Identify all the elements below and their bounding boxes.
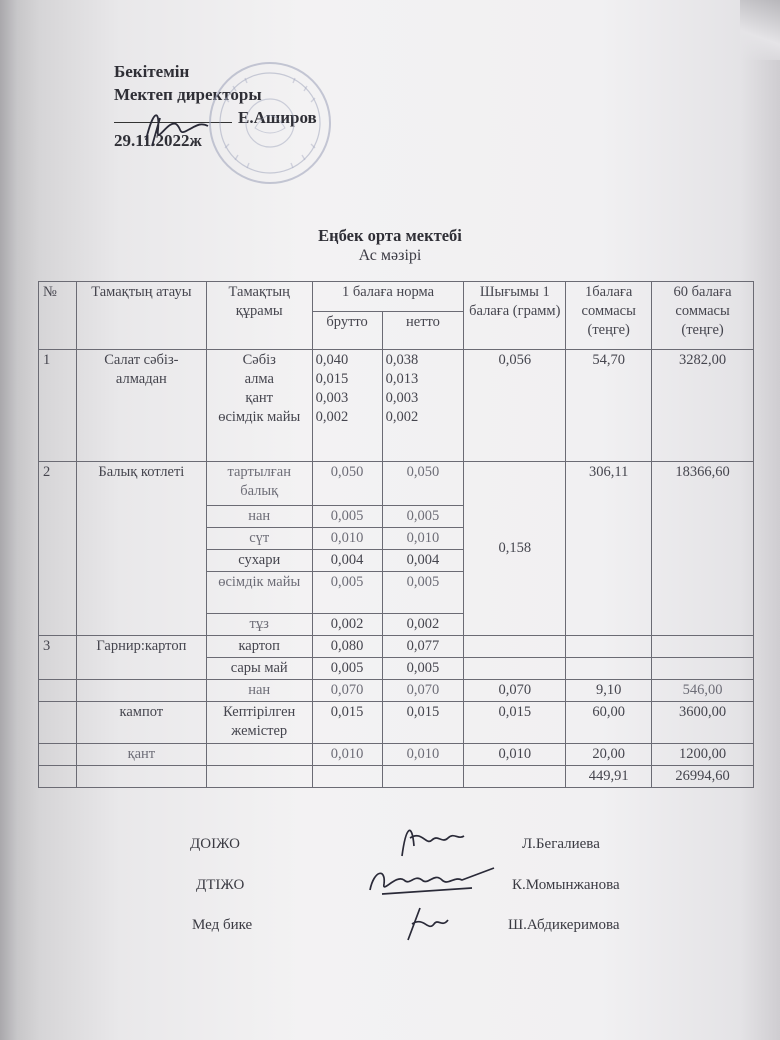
brutto-value: 0,040 xyxy=(315,352,349,368)
empty-cell xyxy=(76,766,206,788)
ingredient: сары май xyxy=(206,658,312,680)
cost1-value: 60,00 xyxy=(566,702,652,744)
cost1-value: 306,11 xyxy=(566,462,652,636)
cost60-value: 3600,00 xyxy=(652,702,754,744)
netto-value: 0,010 xyxy=(382,744,464,766)
brutto-value: 0,005 xyxy=(312,658,382,680)
menu-title: Ас мәзірі xyxy=(358,247,422,264)
ingredient: өсімдік майы xyxy=(218,409,301,425)
dish-name: Балық котлеті xyxy=(76,462,206,636)
empty-cell xyxy=(39,744,77,766)
photo-corner-shadow xyxy=(740,0,780,60)
netto-value: 0,038 xyxy=(385,352,419,368)
signer-name: Ш.Абдикеримова xyxy=(508,917,620,933)
brutto-value: 0,050 xyxy=(312,462,382,506)
ingredient: Сәбіз xyxy=(242,352,276,368)
brutto-value: 0,005 xyxy=(312,506,382,528)
cost60-value: 546,00 xyxy=(652,680,754,702)
row-number: 3 xyxy=(39,636,77,680)
netto-value: 0,015 xyxy=(382,702,464,744)
brutto-value: 0,003 xyxy=(315,390,349,406)
ingredients-list xyxy=(206,350,312,462)
output-value: 0,015 xyxy=(464,702,566,744)
brutto-value: 0,002 xyxy=(312,614,382,636)
header-cost60: 60 балаға соммасы (теңге) xyxy=(652,282,754,350)
total-row xyxy=(39,766,754,788)
director-signature xyxy=(138,100,228,152)
brutto-value: 0,004 xyxy=(312,550,382,572)
netto-value: 0,070 xyxy=(382,680,464,702)
netto-value: 0,003 xyxy=(385,390,419,406)
table-row xyxy=(39,462,754,506)
ingredient: нан xyxy=(206,680,312,702)
table-row xyxy=(39,350,754,462)
school-name: Еңбек орта мектебі xyxy=(318,226,462,245)
table-row xyxy=(39,744,754,766)
header-dish: Тамақтың атауы xyxy=(76,282,206,350)
empty-cell xyxy=(76,680,206,702)
output-value: 0,158 xyxy=(464,462,566,636)
signer-role: ДТІЖО xyxy=(196,877,245,893)
cost60-value: 1200,00 xyxy=(652,744,754,766)
header-brutto: брутто xyxy=(312,312,382,350)
director-name: Е.Аширов xyxy=(238,108,317,127)
signer-role: Мед бике xyxy=(192,917,253,933)
signer-name: Л.Бегалиева xyxy=(522,836,600,852)
netto-value: 0,005 xyxy=(382,658,464,680)
netto-value: 0,004 xyxy=(382,550,464,572)
row-number: 2 xyxy=(39,462,77,636)
header-cost1: 1балаға соммасы (теңге) xyxy=(566,282,652,350)
netto-list xyxy=(382,350,464,462)
empty-cell xyxy=(566,636,652,658)
empty-cell xyxy=(566,658,652,680)
total-cost1: 449,91 xyxy=(566,766,652,788)
netto-value: 0,010 xyxy=(382,528,464,550)
empty-cell xyxy=(39,702,77,744)
approval-line1: Бекітемін xyxy=(114,62,190,81)
empty-cell xyxy=(464,766,566,788)
cost1-value: 54,70 xyxy=(566,350,652,462)
table-row xyxy=(39,702,754,744)
cost1-value: 20,00 xyxy=(566,744,652,766)
netto-value: 0,013 xyxy=(385,371,419,387)
ingredient: картоп xyxy=(206,636,312,658)
ingredient: тартылған балық xyxy=(206,462,312,506)
brutto-value: 0,015 xyxy=(315,371,349,387)
approval-line2: Мектеп директоры xyxy=(114,85,262,104)
brutto-value: 0,070 xyxy=(312,680,382,702)
brutto-value: 0,005 xyxy=(312,572,382,614)
approval-date: 29.11.2022ж xyxy=(114,131,202,150)
brutto-value: 0,002 xyxy=(315,409,349,425)
header-no: № xyxy=(39,282,77,350)
dish-name: кампот xyxy=(76,702,206,744)
empty-cell xyxy=(206,766,312,788)
table-row xyxy=(39,636,754,658)
dish-name: Салат сәбіз-алмадан xyxy=(76,350,206,462)
signer-role: ДОІЖО xyxy=(190,836,240,852)
empty-cell xyxy=(39,680,77,702)
empty-cell xyxy=(312,766,382,788)
brutto-value: 0,080 xyxy=(312,636,382,658)
signer-name: К.Момынжанова xyxy=(512,877,620,893)
cost60-value: 3282,00 xyxy=(652,350,754,462)
brutto-value: 0,010 xyxy=(312,528,382,550)
output-value: 0,070 xyxy=(464,680,566,702)
empty-cell xyxy=(206,744,312,766)
ingredient: өсімдік майы xyxy=(206,572,312,614)
signature-1 xyxy=(392,816,472,862)
photo-edge-shadow xyxy=(0,0,18,1040)
netto-value: 0,005 xyxy=(382,572,464,614)
empty-cell xyxy=(652,658,754,680)
netto-value: 0,050 xyxy=(382,462,464,506)
cost1-value: 9,10 xyxy=(566,680,652,702)
table-row xyxy=(39,680,754,702)
cost60-value: 18366,60 xyxy=(652,462,754,636)
ingredient: сүт xyxy=(206,528,312,550)
ingredient: алма xyxy=(244,371,274,387)
empty-cell xyxy=(39,766,77,788)
brutto-value: 0,010 xyxy=(312,744,382,766)
header-output: Шығымы 1 балаға (грамм) xyxy=(464,282,566,350)
signature-2 xyxy=(362,860,502,900)
dish-name: қант xyxy=(76,744,206,766)
brutto-value: 0,015 xyxy=(312,702,382,744)
total-cost60: 26994,60 xyxy=(652,766,754,788)
netto-value: 0,005 xyxy=(382,506,464,528)
output-value: 0,010 xyxy=(464,744,566,766)
brutto-list xyxy=(312,350,382,462)
netto-value: 0,002 xyxy=(385,409,419,425)
header-norm: 1 балаға норма xyxy=(312,282,464,312)
header-netto: нетто xyxy=(382,312,464,350)
ingredient: қант xyxy=(245,390,273,406)
header-composition: Тамақтың құрамы xyxy=(206,282,312,350)
output-value: 0,056 xyxy=(464,350,566,462)
empty-cell xyxy=(652,636,754,658)
netto-value: 0,077 xyxy=(382,636,464,658)
ingredient: сухари xyxy=(206,550,312,572)
empty-cell xyxy=(464,636,566,658)
netto-value: 0,002 xyxy=(382,614,464,636)
row-number: 1 xyxy=(39,350,77,462)
dish-name: Гарнир:картоп xyxy=(76,636,206,680)
menu-table xyxy=(38,281,754,788)
ingredient: тұз xyxy=(206,614,312,636)
ingredient: Кептірілген жемістер xyxy=(206,702,312,744)
ingredient: нан xyxy=(206,506,312,528)
signature-3 xyxy=(398,902,458,944)
empty-cell xyxy=(382,766,464,788)
empty-cell xyxy=(464,658,566,680)
